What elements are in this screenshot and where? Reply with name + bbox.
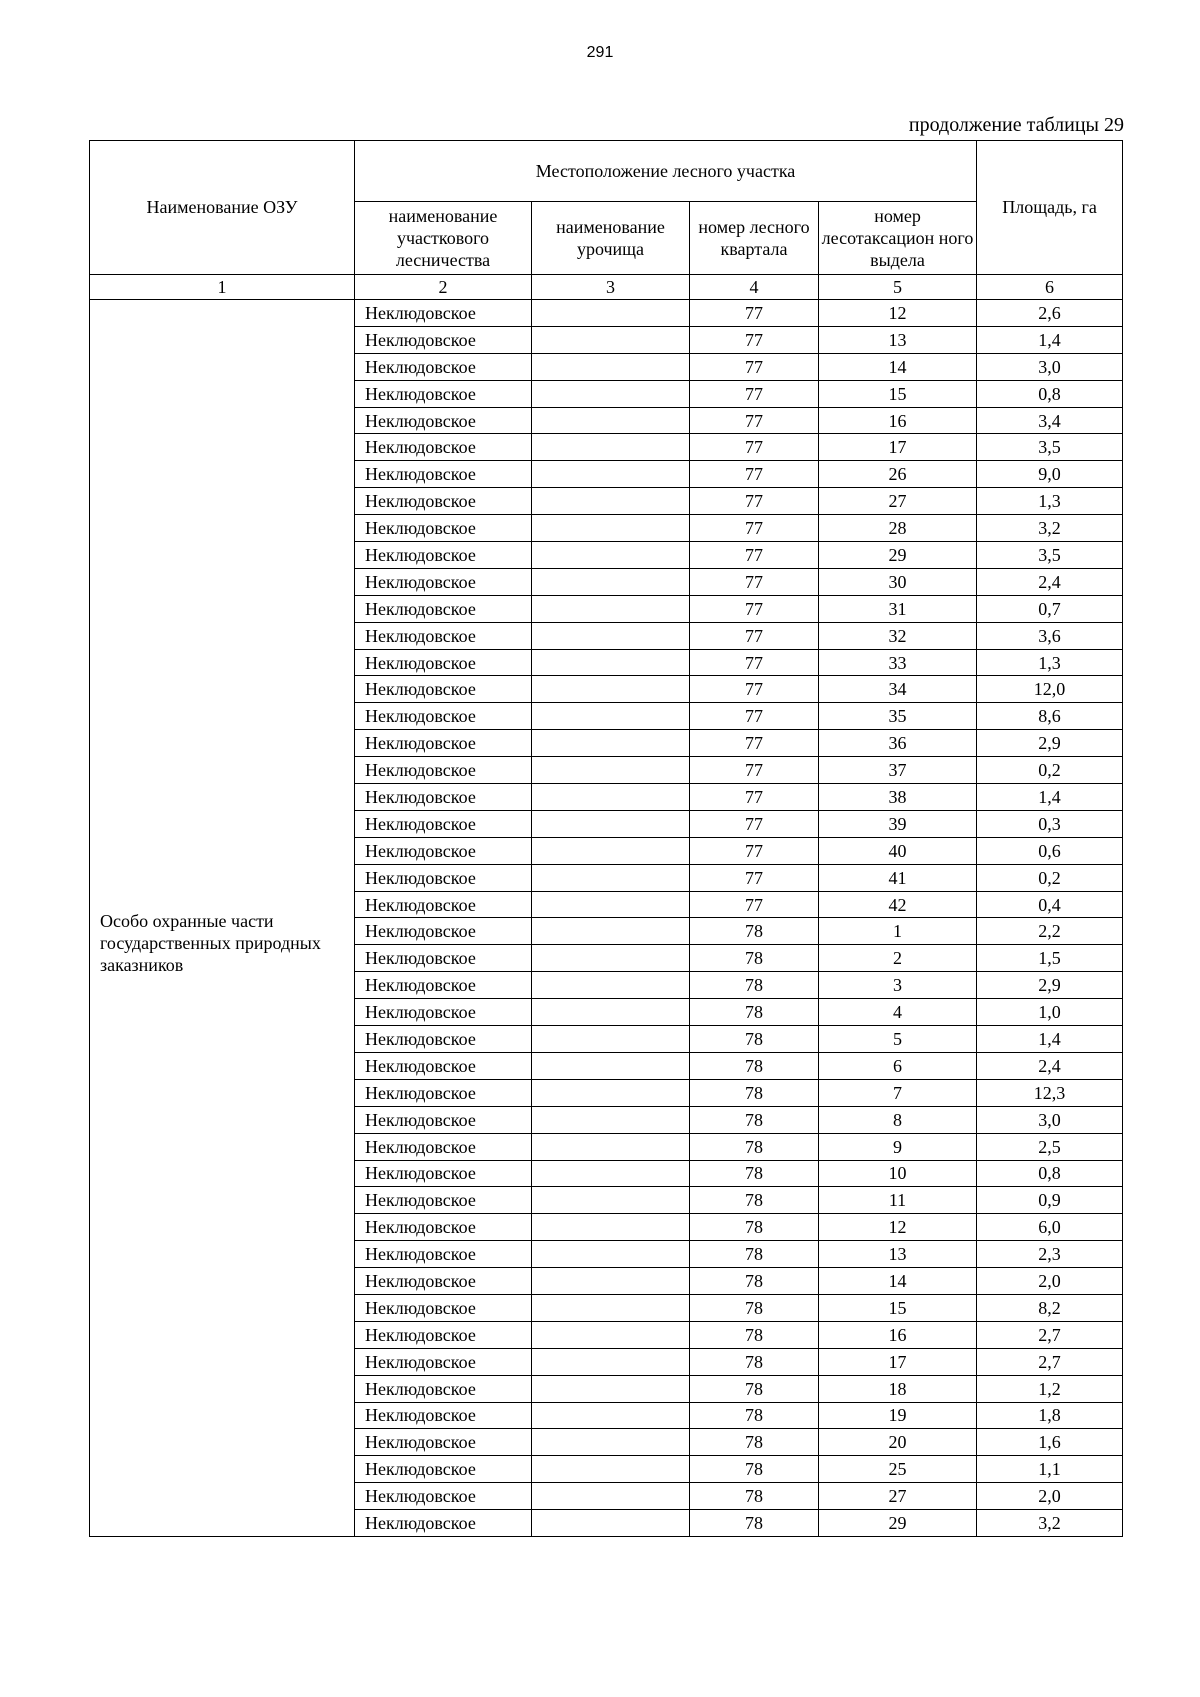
plot-cell: 2 (819, 945, 977, 972)
quarter-cell: 77 (690, 515, 819, 542)
quarter-cell: 77 (690, 542, 819, 569)
forestry-cell: Неклюдовское (355, 1133, 532, 1160)
forestry-cell: Неклюдовское (355, 864, 532, 891)
plot-cell: 14 (819, 1268, 977, 1295)
tract-cell (532, 300, 690, 327)
quarter-cell: 78 (690, 1456, 819, 1483)
forestry-cell: Неклюдовское (355, 810, 532, 837)
plot-cell: 17 (819, 434, 977, 461)
plot-cell: 17 (819, 1348, 977, 1375)
forestry-cell: Неклюдовское (355, 434, 532, 461)
quarter-cell: 78 (690, 1079, 819, 1106)
plot-cell: 5 (819, 1026, 977, 1053)
tract-cell (532, 703, 690, 730)
quarter-cell: 77 (690, 784, 819, 811)
tract-cell (532, 1268, 690, 1295)
plot-cell: 38 (819, 784, 977, 811)
area-cell: 2,0 (977, 1483, 1123, 1510)
header-ozu-name: Наименование ОЗУ (90, 141, 355, 275)
plot-cell: 20 (819, 1429, 977, 1456)
forestry-cell: Неклюдовское (355, 1268, 532, 1295)
tract-cell (532, 676, 690, 703)
plot-cell: 10 (819, 1160, 977, 1187)
header-quarter: номер лесного квартала (690, 202, 819, 275)
quarter-cell: 78 (690, 1510, 819, 1537)
forestry-cell: Неклюдовское (355, 595, 532, 622)
area-cell: 1,6 (977, 1429, 1123, 1456)
zone-name-cell: Особо охранные части государственных природных заказников (90, 300, 355, 1537)
plot-cell: 27 (819, 488, 977, 515)
quarter-cell: 77 (690, 864, 819, 891)
quarter-cell: 78 (690, 972, 819, 999)
forestry-cell: Неклюдовское (355, 326, 532, 353)
area-cell: 2,5 (977, 1133, 1123, 1160)
plot-cell: 16 (819, 407, 977, 434)
forestry-cell: Неклюдовское (355, 568, 532, 595)
area-cell: 1,3 (977, 488, 1123, 515)
forestry-cell: Неклюдовское (355, 1106, 532, 1133)
tract-cell (532, 407, 690, 434)
area-cell: 3,0 (977, 353, 1123, 380)
tract-cell (532, 864, 690, 891)
area-cell: 2,4 (977, 1052, 1123, 1079)
quarter-cell: 78 (690, 918, 819, 945)
header-tract: наименование урочища (532, 202, 690, 275)
column-number: 3 (532, 275, 690, 300)
area-cell: 3,4 (977, 407, 1123, 434)
forestry-cell: Неклюдовское (355, 649, 532, 676)
column-number: 5 (819, 275, 977, 300)
forestry-cell: Неклюдовское (355, 1510, 532, 1537)
area-cell: 0,8 (977, 1160, 1123, 1187)
area-cell: 2,7 (977, 1321, 1123, 1348)
forestry-cell: Неклюдовское (355, 784, 532, 811)
column-number: 1 (90, 275, 355, 300)
plot-cell: 13 (819, 326, 977, 353)
quarter-cell: 77 (690, 676, 819, 703)
plot-cell: 13 (819, 1241, 977, 1268)
forestry-cell: Неклюдовское (355, 757, 532, 784)
forestry-cell: Неклюдовское (355, 972, 532, 999)
plot-cell: 37 (819, 757, 977, 784)
area-cell: 1,0 (977, 999, 1123, 1026)
quarter-cell: 78 (690, 1214, 819, 1241)
tract-cell (532, 595, 690, 622)
tract-cell (532, 1052, 690, 1079)
quarter-cell: 78 (690, 1294, 819, 1321)
area-cell: 2,9 (977, 972, 1123, 999)
tract-cell (532, 542, 690, 569)
tract-cell (532, 972, 690, 999)
tract-cell (532, 353, 690, 380)
area-cell: 2,9 (977, 730, 1123, 757)
plot-cell: 34 (819, 676, 977, 703)
tract-cell (532, 1026, 690, 1053)
forestry-cell: Неклюдовское (355, 1214, 532, 1241)
forestry-cell: Неклюдовское (355, 837, 532, 864)
tract-cell (532, 461, 690, 488)
forestry-cell: Неклюдовское (355, 1187, 532, 1214)
quarter-cell: 78 (690, 1106, 819, 1133)
plot-cell: 1 (819, 918, 977, 945)
area-cell: 9,0 (977, 461, 1123, 488)
forestry-cell: Неклюдовское (355, 1456, 532, 1483)
tract-cell (532, 810, 690, 837)
quarter-cell: 78 (690, 1160, 819, 1187)
quarter-cell: 77 (690, 488, 819, 515)
quarter-cell: 78 (690, 1402, 819, 1429)
forestry-cell: Неклюдовское (355, 1375, 532, 1402)
tract-cell (532, 1321, 690, 1348)
continuation-label: продолжение таблицы 29 (908, 114, 1124, 136)
area-cell: 0,8 (977, 380, 1123, 407)
plot-cell: 36 (819, 730, 977, 757)
plot-cell: 35 (819, 703, 977, 730)
quarter-cell: 78 (690, 1483, 819, 1510)
tract-cell (532, 945, 690, 972)
forestry-cell: Неклюдовское (355, 1052, 532, 1079)
forestry-cell: Неклюдовское (355, 1348, 532, 1375)
quarter-cell: 77 (690, 730, 819, 757)
forestry-cell: Неклюдовское (355, 676, 532, 703)
quarter-cell: 77 (690, 300, 819, 327)
quarter-cell: 78 (690, 1268, 819, 1295)
area-cell: 0,6 (977, 837, 1123, 864)
forestry-cell: Неклюдовское (355, 891, 532, 918)
tract-cell (532, 1079, 690, 1106)
forestry-cell: Неклюдовское (355, 380, 532, 407)
plot-cell: 16 (819, 1321, 977, 1348)
tract-cell (532, 1456, 690, 1483)
forestry-cell: Неклюдовское (355, 407, 532, 434)
plot-cell: 15 (819, 1294, 977, 1321)
page-number: 291 (586, 44, 614, 61)
forestry-cell: Неклюдовское (355, 353, 532, 380)
quarter-cell: 78 (690, 1187, 819, 1214)
forestry-cell: Неклюдовское (355, 1079, 532, 1106)
tract-cell (532, 757, 690, 784)
quarter-cell: 77 (690, 622, 819, 649)
table-body (90, 300, 1123, 1537)
forestry-cell: Неклюдовское (355, 488, 532, 515)
forest-plots-table (89, 140, 1123, 1537)
quarter-cell: 78 (690, 945, 819, 972)
area-cell: 3,5 (977, 434, 1123, 461)
quarter-cell: 77 (690, 461, 819, 488)
plot-cell: 33 (819, 649, 977, 676)
header-plot: номер лесотаксацион ного выдела (819, 202, 977, 275)
plot-cell: 25 (819, 1456, 977, 1483)
tract-cell (532, 891, 690, 918)
column-number: 4 (690, 275, 819, 300)
forestry-cell: Неклюдовское (355, 542, 532, 569)
quarter-cell: 78 (690, 1241, 819, 1268)
plot-cell: 12 (819, 1214, 977, 1241)
area-cell: 1,4 (977, 326, 1123, 353)
plot-cell: 28 (819, 515, 977, 542)
quarter-cell: 78 (690, 1133, 819, 1160)
quarter-cell: 78 (690, 1052, 819, 1079)
tract-cell (532, 649, 690, 676)
tract-cell (532, 837, 690, 864)
plot-cell: 15 (819, 380, 977, 407)
area-cell: 0,2 (977, 864, 1123, 891)
header-forestry: наименование участкового лесничества (355, 202, 532, 275)
forestry-cell: Неклюдовское (355, 1294, 532, 1321)
area-cell: 3,6 (977, 622, 1123, 649)
area-cell: 3,2 (977, 515, 1123, 542)
plot-cell: 40 (819, 837, 977, 864)
column-number: 6 (977, 275, 1123, 300)
plot-cell: 18 (819, 1375, 977, 1402)
header-area: Площадь, га (977, 141, 1123, 275)
area-cell: 8,6 (977, 703, 1123, 730)
area-cell: 8,2 (977, 1294, 1123, 1321)
quarter-cell: 78 (690, 1429, 819, 1456)
quarter-cell: 77 (690, 568, 819, 595)
plot-cell: 3 (819, 972, 977, 999)
tract-cell (532, 622, 690, 649)
area-cell: 0,7 (977, 595, 1123, 622)
forestry-cell: Неклюдовское (355, 1321, 532, 1348)
forestry-cell: Неклюдовское (355, 1429, 532, 1456)
plot-cell: 6 (819, 1052, 977, 1079)
quarter-cell: 77 (690, 891, 819, 918)
tract-cell (532, 1106, 690, 1133)
plot-cell: 42 (819, 891, 977, 918)
quarter-cell: 77 (690, 407, 819, 434)
plot-cell: 14 (819, 353, 977, 380)
forestry-cell: Неклюдовское (355, 945, 532, 972)
plot-cell: 30 (819, 568, 977, 595)
plot-cell: 41 (819, 864, 977, 891)
tract-cell (532, 515, 690, 542)
forestry-cell: Неклюдовское (355, 1026, 532, 1053)
area-cell: 1,2 (977, 1375, 1123, 1402)
tract-cell (532, 784, 690, 811)
plot-cell: 29 (819, 542, 977, 569)
tract-cell (532, 1483, 690, 1510)
forestry-cell: Неклюдовское (355, 730, 532, 757)
area-cell: 1,1 (977, 1456, 1123, 1483)
tract-cell (532, 434, 690, 461)
plot-cell: 19 (819, 1402, 977, 1429)
area-cell: 3,2 (977, 1510, 1123, 1537)
tract-cell (532, 1160, 690, 1187)
tract-cell (532, 999, 690, 1026)
plot-cell: 29 (819, 1510, 977, 1537)
area-cell: 1,8 (977, 1402, 1123, 1429)
area-cell: 0,2 (977, 757, 1123, 784)
tract-cell (532, 1133, 690, 1160)
forestry-cell: Неклюдовское (355, 300, 532, 327)
tract-cell (532, 568, 690, 595)
quarter-cell: 77 (690, 810, 819, 837)
area-cell: 0,9 (977, 1187, 1123, 1214)
plot-cell: 12 (819, 300, 977, 327)
plot-cell: 4 (819, 999, 977, 1026)
column-number-row (90, 275, 1123, 300)
tract-cell (532, 918, 690, 945)
tract-cell (532, 1214, 690, 1241)
tract-cell (532, 380, 690, 407)
area-cell: 3,5 (977, 542, 1123, 569)
plot-cell: 39 (819, 810, 977, 837)
area-cell: 2,7 (977, 1348, 1123, 1375)
quarter-cell: 78 (690, 1348, 819, 1375)
area-cell: 1,4 (977, 784, 1123, 811)
tract-cell (532, 1510, 690, 1537)
forestry-cell: Неклюдовское (355, 1241, 532, 1268)
area-cell: 12,3 (977, 1079, 1123, 1106)
area-cell: 2,6 (977, 300, 1123, 327)
area-cell: 12,0 (977, 676, 1123, 703)
area-cell: 3,0 (977, 1106, 1123, 1133)
quarter-cell: 77 (690, 703, 819, 730)
quarter-cell: 77 (690, 434, 819, 461)
plot-cell: 31 (819, 595, 977, 622)
tract-cell (532, 326, 690, 353)
area-cell: 2,4 (977, 568, 1123, 595)
tract-cell (532, 1241, 690, 1268)
plot-cell: 27 (819, 1483, 977, 1510)
tract-cell (532, 1348, 690, 1375)
area-cell: 2,0 (977, 1268, 1123, 1295)
quarter-cell: 78 (690, 999, 819, 1026)
forestry-cell: Неклюдовское (355, 622, 532, 649)
area-cell: 0,3 (977, 810, 1123, 837)
forestry-cell: Неклюдовское (355, 999, 532, 1026)
forestry-cell: Неклюдовское (355, 1160, 532, 1187)
forestry-cell: Неклюдовское (355, 918, 532, 945)
quarter-cell: 78 (690, 1026, 819, 1053)
quarter-cell: 77 (690, 837, 819, 864)
area-cell: 6,0 (977, 1214, 1123, 1241)
quarter-cell: 78 (690, 1375, 819, 1402)
tract-cell (532, 1402, 690, 1429)
quarter-cell: 78 (690, 1321, 819, 1348)
table-row (90, 300, 1123, 327)
header-location: Местоположение лесного участка (355, 141, 977, 202)
quarter-cell: 77 (690, 595, 819, 622)
forestry-cell: Неклюдовское (355, 461, 532, 488)
forestry-cell: Неклюдовское (355, 1402, 532, 1429)
plot-cell: 32 (819, 622, 977, 649)
forestry-cell: Неклюдовское (355, 1483, 532, 1510)
plot-cell: 9 (819, 1133, 977, 1160)
area-cell: 1,5 (977, 945, 1123, 972)
tract-cell (532, 1375, 690, 1402)
quarter-cell: 77 (690, 757, 819, 784)
plot-cell: 11 (819, 1187, 977, 1214)
quarter-cell: 77 (690, 353, 819, 380)
plot-cell: 26 (819, 461, 977, 488)
quarter-cell: 77 (690, 326, 819, 353)
area-cell: 1,3 (977, 649, 1123, 676)
forestry-cell: Неклюдовское (355, 703, 532, 730)
plot-cell: 8 (819, 1106, 977, 1133)
area-cell: 0,4 (977, 891, 1123, 918)
quarter-cell: 77 (690, 380, 819, 407)
area-cell: 2,2 (977, 918, 1123, 945)
tract-cell (532, 1429, 690, 1456)
area-cell: 1,4 (977, 1026, 1123, 1053)
tract-cell (532, 1294, 690, 1321)
plot-cell: 7 (819, 1079, 977, 1106)
tract-cell (532, 1187, 690, 1214)
tract-cell (532, 488, 690, 515)
area-cell: 2,3 (977, 1241, 1123, 1268)
tract-cell (532, 730, 690, 757)
quarter-cell: 77 (690, 649, 819, 676)
forestry-cell: Неклюдовское (355, 515, 532, 542)
column-number: 2 (355, 275, 532, 300)
